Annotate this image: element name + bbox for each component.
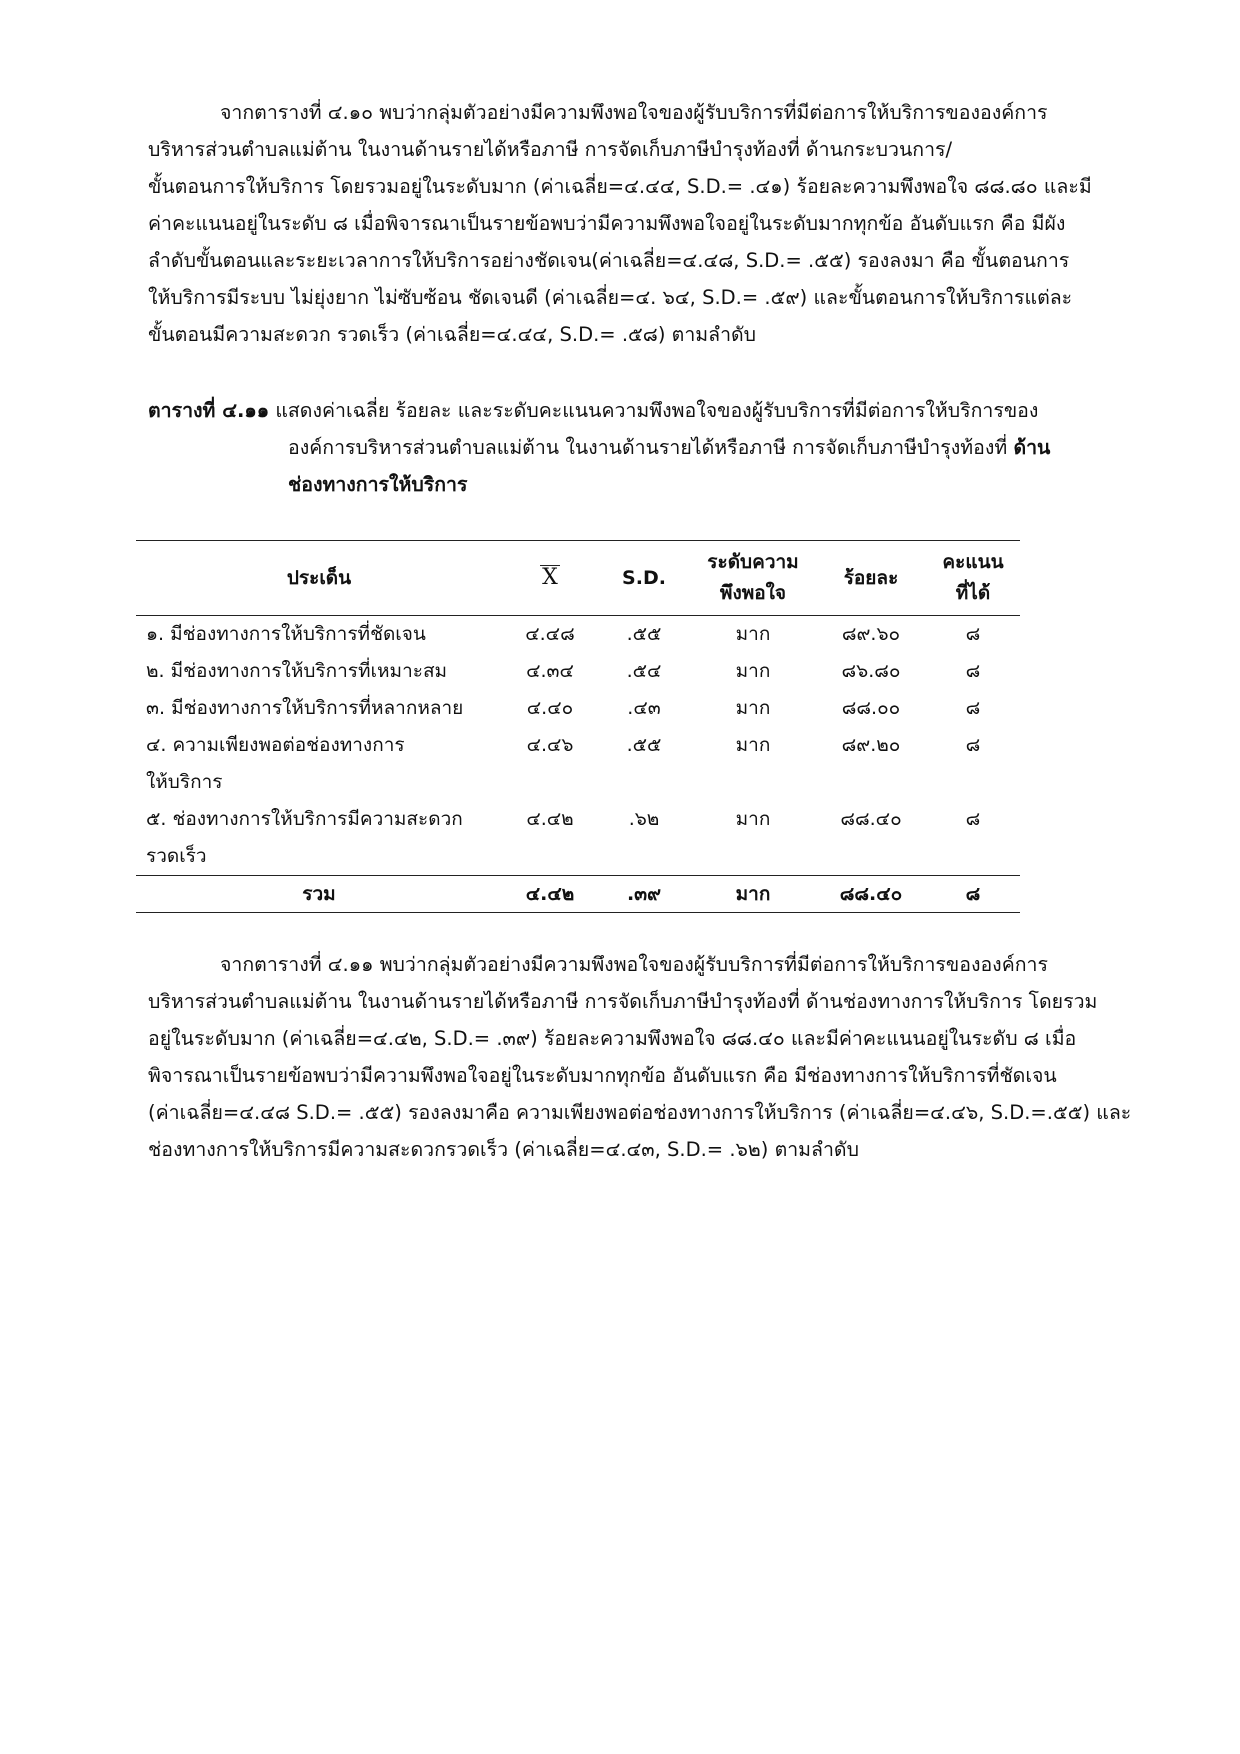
cell-mean: ๔.๔๖	[526, 734, 574, 756]
satisfaction-table	[136, 540, 1020, 913]
cell-percent: ๘๘.๐๐	[841, 697, 901, 719]
cell-issue: ๑. มีช่องทางการให้บริการที่ชัดเจน	[146, 623, 426, 645]
header-score: คะแนน ที่ได้	[942, 551, 1004, 604]
total-percent: ๘๘.๔๐	[839, 883, 903, 905]
table-caption	[148, 392, 1142, 503]
cell-issue: ๓. มีช่องทางการให้บริการที่หลากหลาย	[146, 697, 464, 719]
paragraph-table-4-11-summary	[148, 946, 1142, 1168]
paragraph-line: ขั้นตอนการให้บริการ โดยรวมอยู่ในระดับมาก (ค่าเฉลี่ย=๔.๔๔, S.D.= .๔๑) ร้อยละความพึงพอใจ ๘๘.๘๐ และมี	[148, 175, 1092, 198]
cell-level: มาก	[735, 734, 771, 756]
cell-mean: ๔.๔๒	[526, 808, 574, 830]
paragraph-table-4-10-summary	[148, 94, 1142, 353]
paragraph-line: ขั้นตอนมีความสะดวก รวดเร็ว (ค่าเฉลี่ย=๔.๔๔, S.D.= .๕๘) ตามลำดับ	[148, 323, 757, 346]
cell-mean: ๔.๓๔	[526, 660, 574, 682]
cell-score: ๘	[965, 734, 981, 756]
paragraph-line: จากตารางที่ ๔.๑๐ พบว่ากลุ่มตัวอย่างมีความพึงพอใจของผู้รับบริการที่มีต่อการให้บริการขององค์การ	[220, 101, 1048, 124]
cell-score: ๘	[965, 697, 981, 719]
table-header-row	[136, 541, 1020, 616]
total-label: รวม	[302, 883, 336, 905]
paragraph-line: (ค่าเฉลี่ย=๔.๔๘ S.D.= .๕๕) รองลงมาคือ ความเพียงพอต่อช่องทางการให้บริการ (ค่าเฉลี่ย=๔.๔๖, S.D.=.๕๕) และ	[148, 1101, 1132, 1124]
cell-level: มาก	[735, 623, 771, 645]
table-caption-text: แสดงค่าเฉลี่ย ร้อยละ และระดับคะแนนความพึงพอใจของผู้รับบริการที่มีต่อการให้บริการของ	[269, 399, 1039, 422]
paragraph-line: จากตารางที่ ๔.๑๑ พบว่ากลุ่มตัวอย่างมีความพึงพอใจของผู้รับบริการที่มีต่อการให้บริการขององค์การ	[220, 953, 1048, 976]
table-caption-bold: ช่องทางการให้บริการ	[288, 473, 468, 496]
cell-mean: ๔.๔๐	[526, 697, 574, 719]
cell-mean: ๔.๔๘	[525, 623, 575, 645]
cell-sd: .๖๒	[628, 808, 660, 830]
mean-symbol: X	[542, 564, 558, 590]
paragraph-line: ลำดับขั้นตอนและระยะเวลาการให้บริการอย่างชัดเจน(ค่าเฉลี่ย=๔.๔๘, S.D.= .๕๕) รองลงมา คือ ขั้นตอนการ	[148, 249, 1070, 272]
cell-percent: ๘๙.๒๐	[841, 734, 901, 756]
header-level: ระดับความ พึงพอใจ	[707, 551, 799, 604]
table-total-row	[136, 876, 1020, 913]
cell-level: มาก	[735, 808, 771, 830]
cell-percent: ๘๙.๖๐	[841, 623, 901, 645]
table-row	[136, 690, 1020, 727]
table-row	[136, 653, 1020, 690]
header-mean	[502, 541, 598, 616]
cell-percent: ๘๖.๘๐	[841, 660, 901, 682]
header-issue: ประเด็น	[286, 566, 352, 589]
table-caption-text: องค์การบริหารส่วนตำบลแม่ต้าน ในงานด้านรายได้หรือภาษี การจัดเก็บภาษีบำรุงท้องที่	[288, 436, 1014, 459]
paragraph-line: ช่องทางการให้บริการมีความสะดวกรวดเร็ว (ค่าเฉลี่ย=๔.๔๓, S.D.= .๖๒) ตามลำดับ	[148, 1138, 859, 1161]
cell-issue: ๕. ช่องทางการให้บริการมีความสะดวก รวดเร็ว	[146, 808, 463, 867]
total-mean: ๔.๔๒	[525, 883, 575, 905]
header-sd: S.D.	[622, 566, 666, 589]
cell-percent: ๘๘.๔๐	[840, 808, 902, 830]
total-score: ๘	[965, 883, 981, 905]
paragraph-line: บริหารส่วนตำบลแม่ต้าน ในงานด้านรายได้หรือภาษี การจัดเก็บภาษีบำรุงท้องที่ ด้านกระบวนการ/	[148, 138, 953, 161]
cell-sd: .๔๓	[627, 697, 661, 719]
table-row	[136, 727, 1020, 801]
cell-score: ๘	[965, 808, 981, 830]
table-caption-bold: ด้าน	[1013, 436, 1051, 459]
cell-issue: ๔. ความเพียงพอต่อช่องทางการ ให้บริการ	[146, 734, 405, 793]
table-caption-label: ตารางที่ ๔.๑๑	[148, 399, 270, 422]
cell-sd: .๕๕	[626, 623, 662, 645]
table-row	[136, 616, 1020, 654]
cell-sd: .๕๔	[626, 660, 662, 682]
paragraph-line: บริหารส่วนตำบลแม่ต้าน ในงานด้านรายได้หรือภาษี การจัดเก็บภาษีบำรุงท้องที่ ด้านช่องทางการให้บริการ โดยรวม	[148, 990, 1098, 1013]
cell-sd: .๕๕	[626, 734, 662, 756]
cell-score: ๘	[965, 660, 981, 682]
paragraph-line: อยู่ในระดับมาก (ค่าเฉลี่ย=๔.๔๒, S.D.= .๓๙) ร้อยละความพึงพอใจ ๘๘.๔๐ และมีค่าคะแนนอยู่ในระดับ ๘ เมื่อ	[148, 1027, 1077, 1050]
cell-score: ๘	[965, 623, 981, 645]
table-row	[136, 801, 1020, 876]
cell-level: มาก	[735, 697, 771, 719]
total-level: มาก	[735, 883, 771, 905]
cell-issue: ๒. มีช่องทางการให้บริการที่เหมาะสม	[146, 660, 448, 682]
header-percent: ร้อยละ	[843, 566, 899, 589]
paragraph-line: พิจารณาเป็นรายข้อพบว่ามีความพึงพอใจอยู่ในระดับมากทุกข้อ อันดับแรก คือ มีช่องทางการให้บริการที่ชัดเจน	[148, 1064, 1057, 1087]
cell-level: มาก	[735, 660, 771, 682]
paragraph-line: ค่าคะแนนอยู่ในระดับ ๘ เมื่อพิจารณาเป็นรายข้อพบว่ามีความพึงพอใจอยู่ในระดับมากทุกข้อ อันดับแรก คือ มีผัง	[148, 212, 1066, 235]
total-sd: .๓๙	[626, 883, 662, 905]
paragraph-line: ให้บริการมีระบบ ไม่ยุ่งยาก ไม่ซับซ้อน ชัดเจนดี (ค่าเฉลี่ย=๔. ๖๔, S.D.= .๕๙) และขั้นตอนการให้บริการแต่ละ	[148, 286, 1073, 309]
